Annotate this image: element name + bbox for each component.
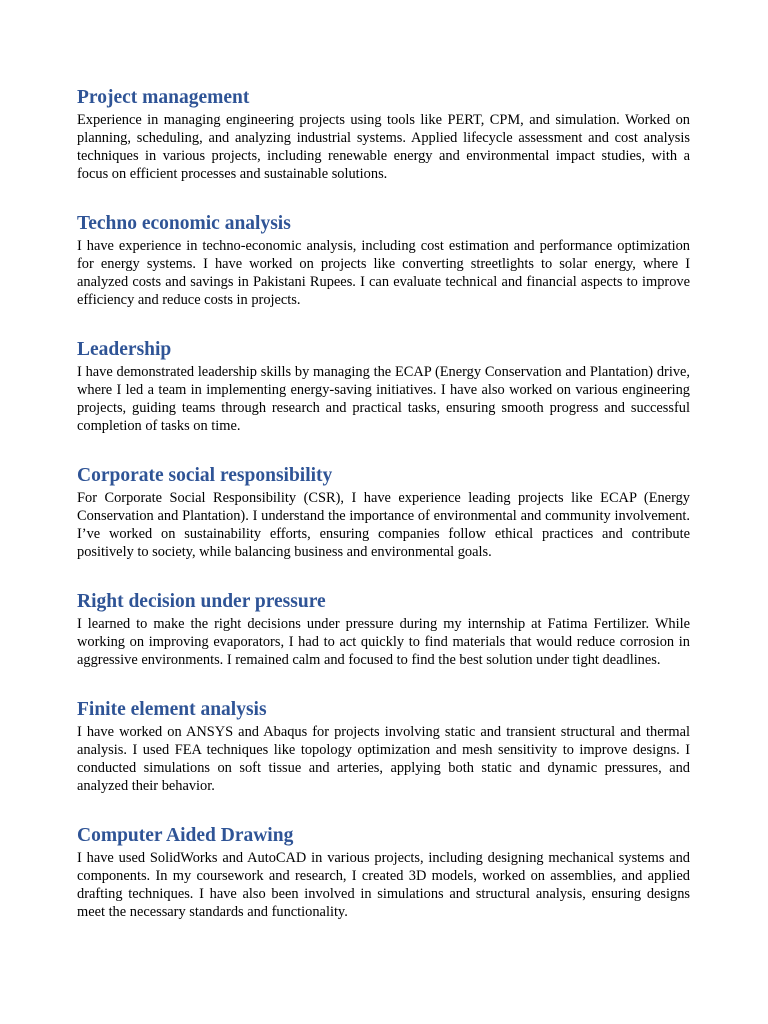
section-heading: Project management xyxy=(77,87,250,108)
section-heading: Right decision under pressure xyxy=(77,591,326,612)
section-body: I have worked on ANSYS and Abaqus for projects involving static and transient structural and thermal analysis. I used FEA techniques like topology optimization and mesh sensitivity to improve designs. I conducted simulations on soft tissue and arteries, applying both static and dynamic pressures, and analyzed their behavior. xyxy=(77,724,690,794)
section-body: I learned to make the right decisions under pressure during my internship at Fatima Fertilizer. While working on improving evaporators, I had to act quickly to find materials that would reduce corrosion in aggressive environments. I remained calm and focused to find the best solution under tight deadlines. xyxy=(77,616,690,668)
section-body: For Corporate Social Responsibility (CSR), I have experience leading projects like ECAP (Energy Conservation and Plantation). I understand the importance of environmental and community involvement. I’ve worked on sustainability efforts, ensuring companies follow ethical practices and contribute positively to society, while balancing business and environmental goals. xyxy=(77,490,690,560)
section-right-decision-under-pressure xyxy=(77,591,690,669)
section-heading: Techno economic analysis xyxy=(77,213,291,234)
section-body: Experience in managing engineering projects using tools like PERT, CPM, and simulation. Worked on planning, scheduling, and analyzing industrial systems. Applied lifecycle assessment and cost analysis techniques in various projects, including renewable energy and environmental impact studies, with a focus on efficient processes and sustainable solutions. xyxy=(77,112,690,182)
section-project-management xyxy=(77,87,690,183)
section-corporate-social-responsibility xyxy=(77,465,690,561)
section-heading: Corporate social responsibility xyxy=(77,465,333,486)
section-leadership xyxy=(77,339,690,435)
section-heading: Computer Aided Drawing xyxy=(77,825,294,846)
section-body: I have demonstrated leadership skills by managing the ECAP (Energy Conservation and Plantation) drive, where I led a team in implementing energy-saving initiatives. I have also worked on various engineering projects, guiding teams through research and practical tasks, ensuring smooth progress and successful completion of tasks on time. xyxy=(77,364,690,434)
section-body: I have used SolidWorks and AutoCAD in various projects, including designing mechanical systems and components. In my coursework and research, I created 3D models, worked on assemblies, and applied drafting techniques. I have also been involved in simulations and structural analysis, ensuring designs meet the necessary standards and functionality. xyxy=(77,850,690,920)
section-finite-element-analysis xyxy=(77,699,690,795)
section-body: I have experience in techno-economic analysis, including cost estimation and performance optimization for energy systems. I have worked on projects like converting streetlights to solar energy, where I analyzed costs and savings in Pakistani Rupees. I can evaluate technical and financial aspects to improve efficiency and reduce costs in projects. xyxy=(77,238,690,308)
section-heading: Finite element analysis xyxy=(77,699,267,720)
section-heading: Leadership xyxy=(77,339,172,360)
section-techno-economic-analysis xyxy=(77,213,690,309)
section-computer-aided-drawing xyxy=(77,825,690,921)
document-page xyxy=(77,87,690,951)
